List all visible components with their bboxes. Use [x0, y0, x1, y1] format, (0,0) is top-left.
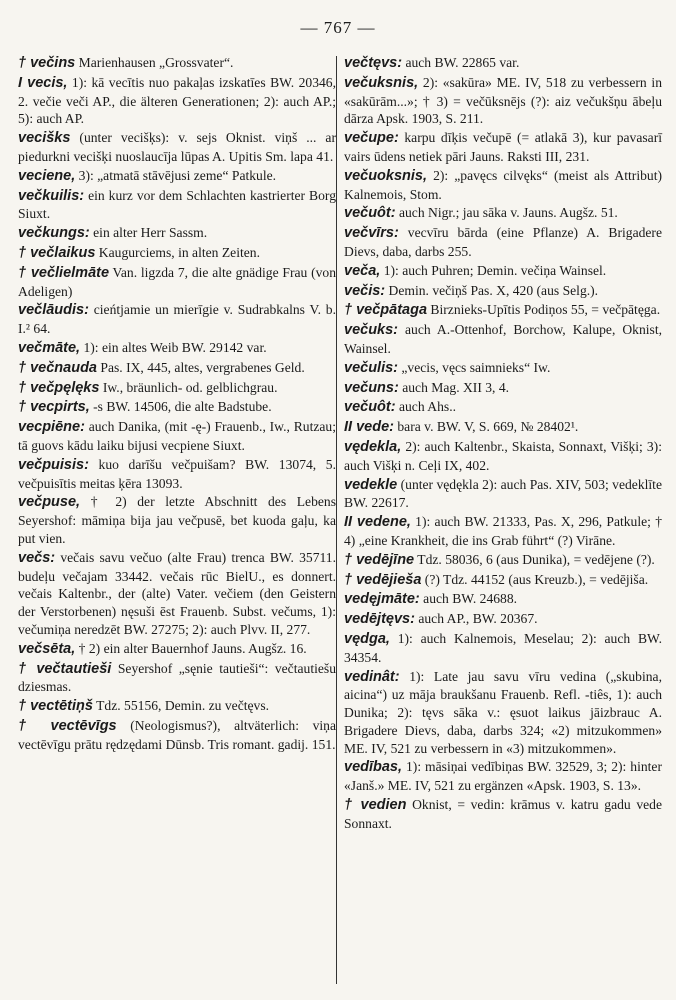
- dictionary-entry: [18, 493, 336, 547]
- entry-definition: bara v. BW. V, S. 669, № 28402¹.: [393, 419, 579, 435]
- dictionary-entry: [18, 660, 336, 697]
- entry-definition: auch Nigr.; jau sāka v. Jauns. Augšz. 51.: [395, 205, 618, 221]
- dictionary-entry: [18, 244, 336, 263]
- dictionary-entry: [344, 398, 662, 417]
- entry-headword: vedekle: [344, 476, 398, 493]
- dictionary-entry: [344, 129, 662, 166]
- entry-definition: 1): māsiņai vedībiņas BW. 32529, 3; 2): hinter «Janš.» ME. IV, 521 zu ergänzen «Apsk. 1903, S. 13».: [344, 759, 662, 794]
- entry-headword: † vectētiņš: [18, 698, 93, 715]
- dictionary-entry: [18, 74, 336, 128]
- entry-definition: „vecis, vęcs saimnieks“ Iw.: [398, 359, 551, 375]
- entry-headword: veča,: [344, 262, 381, 279]
- entry-definition: auch Mag. XII 3, 4.: [398, 379, 510, 395]
- dictionary-entry: [344, 54, 662, 73]
- entry-headword: večupe:: [344, 130, 399, 147]
- dictionary-entry: [344, 167, 662, 204]
- dictionary-entry: [18, 640, 336, 659]
- dictionary-entry: [344, 610, 662, 629]
- entry-headword: večs:: [18, 549, 56, 566]
- entry-headword: večuksnis,: [344, 74, 419, 91]
- entry-definition: auch Ahs..: [395, 399, 456, 415]
- entry-headword: veciene,: [18, 167, 76, 184]
- dictionary-entry: [344, 513, 662, 550]
- dictionary-entry: [18, 717, 336, 754]
- dictionary-entry: [18, 167, 336, 186]
- entry-headword: † večnauda: [18, 359, 97, 376]
- dictionary-entry: [18, 339, 336, 358]
- dictionary-entry: [18, 264, 336, 301]
- entry-definition: ein kurz vor dem Schlachten kastrierter Borg Siuxt.: [18, 187, 336, 222]
- entry-definition: (unter vędękla 2): auch Pas. XIV, 503; vedeklīte BW. 22617.: [344, 476, 662, 511]
- dictionary-entry: [344, 379, 662, 398]
- entry-definition: Oknist, = vedin: krāmus v. katru gadu vede Sonnaxt.: [344, 797, 662, 831]
- entry-definition: večais savu večuo (alte Frau) trenca BW. 35711. budeļu večajam 33442. večais rūc BielU., es donnert. večais Kaltenbr., der (alte) Vater. večiem (den Geistern der Verstorbenen) nęsuši ēst Frauenb. Subst. večums, 1): večumiņa neredzēt BW. 27275; 2): auch Plvv. II, 277.: [18, 549, 336, 637]
- dictionary-entry: [344, 476, 662, 513]
- dictionary-entry: [344, 418, 662, 437]
- entry-definition: 2): „pavęcs cilvęks“ (meist als Attribut) Kalnemois, Stom.: [344, 167, 662, 202]
- entry-headword: večulis:: [344, 359, 398, 376]
- entry-definition: † 2) der letzte Abschnitt des Lebens Seyershof: māmiņa bija jau večpusē, bet kuoda gaļu, ka put vien.: [18, 494, 336, 546]
- entry-definition: † 2) ein alter Bauernhof Jauns. Augšz. 16.: [75, 640, 307, 656]
- dictionary-entry: [18, 54, 336, 73]
- entry-headword: večuns:: [344, 379, 399, 396]
- entry-headword: večkungs:: [18, 225, 90, 242]
- entry-headword: vecpiēne:: [18, 419, 85, 436]
- dictionary-entry: [18, 549, 336, 639]
- entry-headword: † večlielmāte: [18, 264, 110, 281]
- entry-definition: karpu dīķis večupē (= atlakā 3), kur pavasarī vairs ūdens netiek pāri Jauns. Raksti III, 231.: [344, 130, 662, 164]
- entry-headword: II vedene,: [344, 514, 411, 531]
- entry-headword: † vedējīne: [344, 551, 415, 568]
- entry-headword: večvīrs:: [344, 225, 399, 242]
- entry-headword: večuôt:: [344, 399, 396, 416]
- entry-definition: (?) Tdz. 44152 (aus Kreuzb.), = vedējiša.: [421, 571, 649, 587]
- dictionary-entry: [344, 321, 662, 358]
- entry-definition: Demin. večiņš Pas. X, 420 (aus Selg.).: [385, 282, 599, 298]
- entry-definition: 1): auch BW. 21333, Pas. X, 296, Patkule; † 4) „eine Krankheit, die ins Grab führt“ (?) Virāne.: [344, 514, 662, 548]
- entry-headword: večpuse,: [18, 494, 81, 511]
- entry-definition: vecvīru bārda (eine Pflanze) A. Brigadere Dievs, daba, darbs 255.: [344, 225, 662, 259]
- entry-headword: † večlaikus: [18, 244, 96, 261]
- entry-definition: auch A.-Ottenhof, Borchow, Kalupe, Oknist, Wainsel.: [344, 322, 662, 356]
- dictionary-entry: [18, 224, 336, 243]
- entry-definition: 1): auch Kalnemois, Meselau; 2): auch BW. 34354.: [344, 630, 662, 665]
- dictionary-entry: [18, 398, 336, 417]
- entry-headword: † vedējieša: [344, 571, 422, 588]
- dictionary-entry: [18, 697, 336, 716]
- dictionary-entry: [18, 301, 336, 338]
- dictionary-entry: [18, 379, 336, 398]
- entry-definition: Seyershof „sęnie tautieši“: večtautiešu dziesmas.: [18, 660, 336, 695]
- entry-headword: vecišks: [18, 130, 71, 147]
- dictionary-entry: [18, 418, 336, 455]
- entry-headword: večsēta,: [18, 640, 76, 657]
- entry-definition: ein alter Herr Sassm.: [89, 225, 208, 241]
- entry-definition: Birznieks-Upītis Podiņos 55, = večpātęga.: [427, 302, 661, 318]
- entry-headword: vędga,: [344, 630, 390, 647]
- entry-definition: 2): auch Kaltenbr., Skaista, Sonnaxt, Višķi; 3): auch Višķi n. Ceļi IX, 402.: [344, 438, 662, 473]
- entry-definition: Kaugurciems, in alten Zeiten.: [95, 244, 260, 260]
- entry-definition: auch AP., BW. 20367.: [414, 611, 538, 627]
- dictionary-entry: [344, 301, 662, 320]
- entry-headword: † vecpirts,: [18, 399, 90, 416]
- entry-headword: večtęvs:: [344, 55, 403, 71]
- entry-headword: večuoksnis,: [344, 167, 428, 184]
- entry-headword: vedējtęvs:: [344, 611, 415, 628]
- entry-headword: II vede:: [344, 419, 394, 436]
- dictionary-entry: [344, 282, 662, 301]
- entry-headword: † vedien: [344, 797, 407, 814]
- entry-headword: vedęjmāte:: [344, 591, 420, 608]
- entry-headword: večuks:: [344, 322, 399, 339]
- entry-definition: 1): ein altes Weib BW. 29142 var.: [80, 339, 267, 355]
- entry-definition: Marienhausen „Grossvater“.: [75, 55, 234, 70]
- entry-headword: I vecis,: [18, 74, 68, 91]
- entry-definition: Tdz. 55156, Demin. zu večtęvs.: [92, 698, 270, 714]
- page-number: — 767 —: [300, 18, 376, 37]
- entry-headword: vędekla,: [344, 438, 402, 455]
- dictionary-entry: [344, 359, 662, 378]
- left-column: [18, 54, 336, 754]
- dictionary-entry: [18, 359, 336, 378]
- dictionary-entry: [344, 796, 662, 833]
- entry-definition: (Neologismus?), altväterlich: viņa vectēvīgu prātu rędzędami Dūnsb. Tris romant. gadij. 151.: [18, 717, 336, 752]
- entry-definition: Van. ligzda 7, die alte gnädige Frau (von Adeligen): [18, 264, 336, 299]
- dictionary-entry: [344, 262, 662, 281]
- entry-headword: vedinât:: [344, 668, 400, 685]
- entry-headword: † večpātaga: [344, 302, 428, 319]
- entry-headword: † večpęlęks: [18, 379, 100, 396]
- right-column: [344, 54, 662, 834]
- dictionary-entry: [344, 590, 662, 609]
- entry-headword: večis:: [344, 282, 386, 299]
- entry-definition: auch BW. 24688.: [419, 591, 518, 607]
- dictionary-entry: [344, 224, 662, 261]
- dictionary-entry: [344, 630, 662, 667]
- entry-definition: (unter vecišķs): v. sejs Oknist. viņš ... ar piedurkni vecišķi nuoslaucīja lūpas A. Upitis Sm. lapa 41.: [18, 130, 336, 164]
- entry-headword: večuôt:: [344, 205, 396, 222]
- dictionary-entry: [18, 129, 336, 166]
- dictionary-entry: [344, 571, 662, 590]
- entry-definition: auch Danika, (mit -ę-) Frauenb., Iw., Rutzau; tā guovs kādu laiku bijusi vecpiene Siuxt.: [18, 419, 336, 453]
- entry-headword: večmāte,: [18, 339, 81, 356]
- dictionary-entry: [344, 668, 662, 758]
- dictionary-entry: [18, 456, 336, 493]
- entry-definition: 1): kā vecītis nuo pakaļas izskatīes BW. 20346, 2. večie veči AP., die älteren Generationen; 2): auch AP.; 5): auch AP.: [18, 74, 337, 127]
- entry-headword: večlāudis:: [18, 302, 89, 319]
- entry-headword: večkuilis:: [18, 187, 85, 204]
- dictionary-entry: [344, 758, 662, 795]
- dictionary-entry: [344, 551, 662, 570]
- dictionary-entry: [344, 74, 662, 128]
- column-divider: [336, 56, 337, 984]
- entry-definition: 1): auch Puhren; Demin. večiņa Wainsel.: [380, 262, 607, 278]
- entry-definition: 1): Late jau savu vīru vedina („skubina, aicina“) uz māja braukšanu Frauenb. Refl. -tiês, 1): auch Dunika; 2): tęvs sāka v.: ęsuot laikus jāizbrauc A. Brigadere Dievs, daba, darbs 324; «2) mitzukommen» ME. IV, 521 zu verbessern in «3) mitzukommen».: [344, 668, 662, 756]
- dictionary-entry: [344, 438, 662, 475]
- entry-definition: 2): «sakūra» ME. IV, 518 zu verbessern in «sakūrām...»; † 3) = večūksnējs (?): aiz večukšņu ābeļu dārza Apsk. 1903, S. 211.: [344, 74, 662, 127]
- entry-definition: Pas. IX, 445, altes, vergrabenes Geld.: [97, 359, 305, 375]
- entry-headword: † večins: [18, 55, 76, 71]
- entry-definition: auch BW. 22865 var.: [402, 55, 520, 70]
- entry-definition: cieńtjamie un mierīgie v. Sudrabkalns V. b. I.² 64.: [18, 302, 336, 337]
- entry-headword: vedības,: [344, 759, 403, 776]
- entry-definition: Iw., bräunlich- od. gelblichgrau.: [99, 379, 278, 395]
- entry-definition: 3): „atmatā stāvējusi zeme“ Patkule.: [75, 167, 277, 183]
- entry-headword: † večtautieši: [18, 660, 112, 677]
- dictionary-entry: [18, 187, 336, 224]
- dictionary-entry: [344, 204, 662, 223]
- entry-headword: večpuisis:: [18, 456, 89, 473]
- entry-definition: Tdz. 58036, 6 (aus Dunika), = vedējene (?).: [414, 551, 655, 567]
- entry-definition: kuo darīšu večpuišam? BW. 13074, 5. večpuisītis meitas ķēra 13093.: [18, 456, 336, 491]
- entry-definition: -s BW. 14506, die alte Badstube.: [89, 399, 272, 415]
- entry-headword: † vectēvīgs: [18, 717, 117, 734]
